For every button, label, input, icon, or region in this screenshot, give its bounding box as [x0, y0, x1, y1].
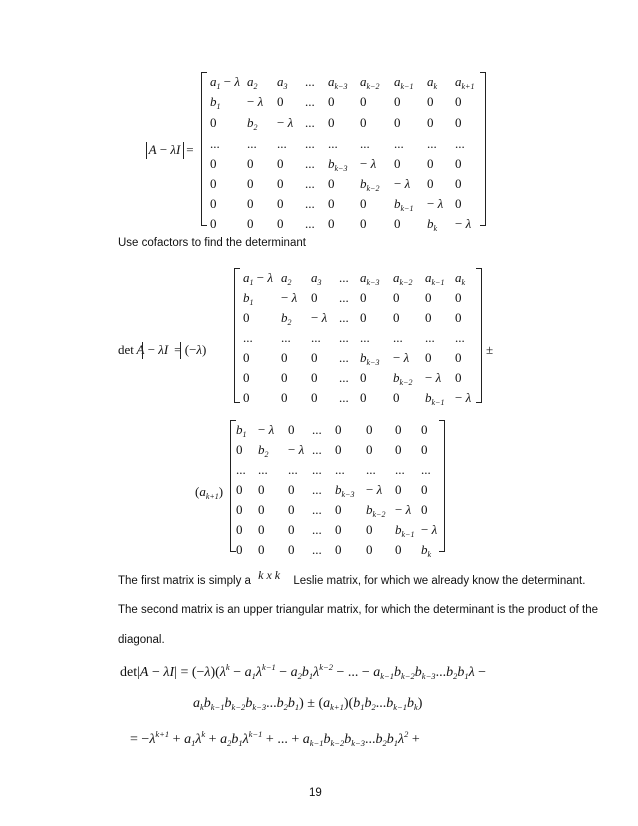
eq1-matrix-cell: ...: [210, 136, 220, 151]
eq3-matrix-cell: 0: [395, 482, 402, 497]
diagonal-text: diagonal.: [118, 634, 165, 646]
eq1-matrix-cell: ...: [305, 74, 315, 89]
eq3-matrix-cell: $b_2$: [258, 442, 269, 459]
eq1-matrix-cell: 0: [360, 196, 367, 211]
eq2-matrix-cell: ...: [339, 310, 349, 325]
eq1-matrix-cell: 0: [455, 94, 462, 109]
eq3-matrix-cell: $b_{k-1}$: [395, 522, 415, 539]
eq1-matrix-cell: $a_{k+1}$: [455, 74, 475, 91]
eq2-matrix-cell: ...: [455, 330, 465, 345]
eq2-matrix-cell: − λ: [393, 350, 410, 365]
eq1-matrix-cell: 0: [277, 196, 284, 211]
eq1-matrix-cell: 0: [277, 94, 284, 109]
eq3-matrix-cell: 0: [335, 442, 342, 457]
first-matrix-text-after: Leslie matrix, for which we already know the determinant.: [293, 575, 586, 587]
eq1-matrix-cell: − λ: [394, 176, 411, 191]
eq3-matrix-cell: $b_k$: [421, 542, 432, 559]
eq1-matrix-cell: − λ: [455, 216, 472, 231]
eq3-matrix-cell: 0: [395, 422, 402, 437]
eq3-matrix-cell: 0: [236, 522, 243, 537]
eq3-matrix-cell: 0: [258, 482, 265, 497]
eq1-matrix-cell: ...: [394, 136, 404, 151]
eq1-matrix-cell: 0: [247, 176, 254, 191]
eq2-plus-minus: ±: [486, 342, 494, 357]
eq3-matrix-cell: 0: [366, 542, 373, 557]
eq1-matrix-cell: ...: [455, 136, 465, 151]
eq1-matrix-cell: 0: [328, 94, 335, 109]
eq2-matrix-cell: − λ: [425, 370, 442, 385]
eq2-matrix-cell: $b_{k-2}$: [393, 370, 413, 387]
eq3-lhs: $(a_{k+1})$: [195, 484, 224, 501]
eq2-matrix-cell: ...: [311, 330, 321, 345]
eq2-matrix-cell: ...: [425, 330, 435, 345]
eq3-matrix-cell: 0: [236, 482, 243, 497]
eq2-matrix-cell: $a_1 - \lambda$: [243, 270, 273, 287]
eq2-matrix-cell: $b_{k-3}$: [360, 350, 380, 367]
eq3-matrix-cell: 0: [258, 542, 265, 557]
eq3-matrix-cell: 0: [258, 502, 265, 517]
eq2-matrix-cell: ...: [339, 290, 349, 305]
eq3-matrix-cell: 0: [335, 422, 342, 437]
eq1-matrix-cell: ...: [305, 115, 315, 130]
eq2-matrix-cell: ...: [339, 270, 349, 285]
eq1-matrix-cell: 0: [394, 94, 401, 109]
eq3-matrix-cell: 0: [288, 542, 295, 557]
eq3-matrix-cell: ...: [366, 462, 376, 477]
eq2-matrix-cell: ...: [243, 330, 253, 345]
eq3-matrix-cell: 0: [335, 522, 342, 537]
eq3-matrix-cell: 0: [395, 442, 402, 457]
eq2-matrix-cell: 0: [311, 350, 318, 365]
eq2-matrix-cell: 0: [425, 350, 432, 365]
eq3-matrix-cell: − λ: [258, 422, 275, 437]
eq1-matrix-cell: − λ: [360, 156, 377, 171]
eq3-matrix-cell: 0: [421, 442, 428, 457]
eq3-matrix-cell: 0: [366, 422, 373, 437]
eq1-matrix-cell: $a_{k-3}$: [328, 74, 348, 91]
eq1-matrix-cell: 0: [277, 176, 284, 191]
eq1-matrix-cell: $a_{k-2}$: [360, 74, 380, 91]
eq3-matrix-cell: ...: [288, 462, 298, 477]
eq1-matrix-cell: 0: [247, 196, 254, 211]
eq2-lhs: det A − λI = (−λ): [118, 342, 207, 357]
eq2-matrix-cell: 0: [360, 310, 367, 325]
eq1-matrix-cell: $a_3$: [277, 74, 288, 91]
eq2-matrix-cell: ...: [339, 330, 349, 345]
eq1-matrix-cell: 0: [394, 156, 401, 171]
eq1-matrix-cell: 0: [394, 216, 401, 231]
eq1-matrix-cell: 0: [360, 94, 367, 109]
eq1-matrix-cell: ...: [360, 136, 370, 151]
eq2-matrix-cell: 0: [393, 310, 400, 325]
second-matrix-text: The second matrix is an upper triangular matrix, for which the determinant is the product of the: [118, 604, 599, 616]
eq1-matrix-cell: 0: [328, 216, 335, 231]
eq2-matrix-cell: ...: [339, 350, 349, 365]
eq1-matrix-cell: ...: [305, 136, 315, 151]
eq3-matrix-cell: ...: [312, 542, 322, 557]
eq3-matrix-cell: 0: [421, 482, 428, 497]
eq1-matrix-cell: ...: [247, 136, 257, 151]
eq2-matrix-cell: − λ: [311, 310, 328, 325]
eq1-matrix-cell: $b_{k-3}$: [328, 156, 348, 173]
eq3-matrix-cell: ...: [258, 462, 268, 477]
eq3-matrix-cell: $b_1$: [236, 422, 247, 439]
eq2-matrix-cell: 0: [425, 310, 432, 325]
eq3-matrix-cell: ...: [312, 522, 322, 537]
eq1-matrix-cell: ...: [328, 136, 338, 151]
eq1-matrix-cell: 0: [328, 176, 335, 191]
eq3-matrix-cell: ...: [312, 502, 322, 517]
eq1-matrix-cell: 0: [210, 216, 217, 231]
eq3-matrix-cell: ...: [312, 442, 322, 457]
eq2-matrix-cell: 0: [243, 370, 250, 385]
eq1-matrix-cell: $b_{k-1}$: [394, 196, 414, 213]
eq2-matrix-cell: 0: [360, 290, 367, 305]
eq1-matrix-cell: $b_k$: [427, 216, 438, 233]
eq1-matrix-cell: 0: [394, 115, 401, 130]
eq2-matrix-cell: 0: [311, 290, 318, 305]
eq3-matrix-cell: 0: [236, 442, 243, 457]
eq3-matrix-cell: − λ: [421, 522, 438, 537]
eq3-matrix-cell: 0: [395, 542, 402, 557]
eq1-matrix-cell: 0: [247, 216, 254, 231]
eq1-matrix-cell: 0: [455, 156, 462, 171]
eq3-matrix-cell: 0: [288, 422, 295, 437]
eq1-matrix-cell: 0: [328, 115, 335, 130]
eq3-matrix-cell: ...: [421, 462, 431, 477]
first-matrix-text: [118, 568, 586, 588]
eq1-matrix-cell: 0: [427, 156, 434, 171]
eq1-matrix-cell: 0: [210, 196, 217, 211]
eq3-matrix-cell: 0: [335, 542, 342, 557]
eq2-matrix-cell: 0: [281, 350, 288, 365]
eq1-matrix-cell: $a_1 - \lambda$: [210, 74, 240, 91]
eq2-matrix-cell: 0: [455, 290, 462, 305]
eq1-matrix-cell: ...: [305, 216, 315, 231]
eq3-bracket-right: [439, 420, 445, 552]
eq1-matrix-cell: 0: [328, 196, 335, 211]
eq1-matrix-cell: 0: [247, 156, 254, 171]
eq2-matrix-cell: 0: [281, 390, 288, 405]
eq1-lhs: A − λI =: [148, 142, 194, 157]
eq1-matrix-cell: − λ: [427, 196, 444, 211]
eq2-matrix-cell: 0: [455, 350, 462, 365]
first-matrix-text-before: The first matrix is simply a: [118, 575, 251, 587]
eq2-matrix-cell: 0: [243, 350, 250, 365]
eq2-matrix-cell: $a_3$: [311, 270, 322, 287]
eq1-matrix-cell: ...: [305, 94, 315, 109]
eq1-matrix-cell: − λ: [277, 115, 294, 130]
eq1-matrix-cell: 0: [210, 156, 217, 171]
eq2-matrix-cell: $b_2$: [281, 310, 292, 327]
eq3-matrix-cell: $b_{k-2}$: [366, 502, 386, 519]
final-eq-line-1: $\det|A - \lambda I| = (-\lambda)(\lambda^k - a_1\lambda^{k-1} - a_2b_1\lambda^{k-2}$ − ... − $a_{k-1}b_{k-2}b_{k-3}...b_2b_1\lambda$ −: [120, 662, 487, 681]
eq1-matrix-cell: 0: [427, 94, 434, 109]
eq3-matrix-cell: 0: [366, 442, 373, 457]
eq3-matrix-cell: 0: [421, 502, 428, 517]
eq2-matrix-cell: 0: [243, 390, 250, 405]
eq2-matrix-cell: ...: [393, 330, 403, 345]
eq3-matrix-cell: 0: [236, 502, 243, 517]
eq3-matrix-cell: 0: [288, 522, 295, 537]
eq2-matrix-cell: 0: [393, 390, 400, 405]
eq1-matrix-cell: 0: [210, 176, 217, 191]
eq1-matrix-cell: 0: [427, 115, 434, 130]
eq3-matrix-cell: 0: [335, 502, 342, 517]
eq2-matrix-cell: $a_k$: [455, 270, 466, 287]
eq2-matrix-cell: ...: [339, 370, 349, 385]
eq1-matrix-cell: $b_1$: [210, 94, 221, 111]
eq1-matrix-cell: 0: [360, 115, 367, 130]
eq2-matrix-cell: $b_1$: [243, 290, 254, 307]
first-matrix-text-kxk: k x k: [258, 568, 281, 582]
eq3-matrix-cell: ...: [312, 462, 322, 477]
final-eq-line-2: $a_kb_{k-1}b_{k-2}b_{k-3}...b_2b_1) \pm (a_{k+1})(b_1b_2...b_{k-1}b_k)$: [193, 696, 423, 712]
eq2-matrix-cell: 0: [455, 310, 462, 325]
eq2-matrix-cell: $a_{k-1}$: [425, 270, 445, 287]
eq3-matrix-cell: − λ: [395, 502, 412, 517]
eq1-matrix-cell: − λ: [247, 94, 264, 109]
eq1-matrix-cell: ...: [305, 196, 315, 211]
eq1-matrix-cell: 0: [277, 156, 284, 171]
eq3-matrix-cell: 0: [366, 522, 373, 537]
cofactor-text: Use cofactors to find the determinant: [118, 237, 306, 249]
eq3-matrix-cell: $b_{k-3}$: [335, 482, 355, 499]
eq3-matrix-cell: ...: [395, 462, 405, 477]
eq1-matrix-cell: 0: [427, 176, 434, 191]
eq1-matrix-cell: 0: [277, 216, 284, 231]
eq2-matrix-cell: $a_{k-2}$: [393, 270, 413, 287]
eq1-matrix-cell: 0: [455, 196, 462, 211]
eq1-matrix-cell: $a_k$: [427, 74, 438, 91]
eq3-matrix-cell: 0: [236, 542, 243, 557]
eq3-matrix-cell: ...: [236, 462, 246, 477]
eq1-matrix-cell: $b_2$: [247, 115, 258, 132]
eq2-matrix-cell: ...: [339, 390, 349, 405]
eq3-matrix-cell: ...: [312, 482, 322, 497]
eq2-matrix-cell: $a_{k-3}$: [360, 270, 380, 287]
eq2-matrix-cell: − λ: [281, 290, 298, 305]
eq2-matrix-cell: $a_2$: [281, 270, 292, 287]
eq1-matrix-cell: ...: [305, 156, 315, 171]
eq2-matrix-cell: 0: [243, 310, 250, 325]
eq2-matrix-cell: 0: [393, 290, 400, 305]
eq2-matrix-cell: − λ: [455, 390, 472, 405]
eq2-matrix-cell: $b_{k-1}$: [425, 390, 445, 407]
eq3-matrix-cell: 0: [288, 482, 295, 497]
eq1-matrix-cell: ...: [427, 136, 437, 151]
eq3-matrix-cell: ...: [312, 422, 322, 437]
eq2-matrix-cell: 0: [281, 370, 288, 385]
eq2-matrix-cell: 0: [360, 390, 367, 405]
page-number: 19: [309, 787, 322, 799]
eq1-matrix-cell: 0: [455, 176, 462, 191]
eq3-matrix-cell: − λ: [366, 482, 383, 497]
final-eq-line-3: = $-\lambda^{k+1} + a_1\lambda^k + a_2b_1\lambda^{k-1}$ + ... + $a_{k-1}b_{k-2}b_{k-3}...b_2b_1\lambda^2$ +: [130, 729, 420, 748]
eq1-matrix-cell: 0: [210, 115, 217, 130]
eq2-matrix-cell: ...: [360, 330, 370, 345]
eq2-matrix-cell: ...: [281, 330, 291, 345]
eq1-matrix-cell: ...: [305, 176, 315, 191]
eq1-matrix-cell: ...: [277, 136, 287, 151]
eq1-matrix-cell: $a_2$: [247, 74, 258, 91]
eq2-matrix-cell: 0: [311, 370, 318, 385]
eq1-matrix-cell: $b_{k-2}$: [360, 176, 380, 193]
eq2-matrix-cell: 0: [425, 290, 432, 305]
eq3-matrix-cell: 0: [288, 502, 295, 517]
eq3-matrix-cell: − λ: [288, 442, 305, 457]
eq1-matrix-cell: 0: [455, 115, 462, 130]
eq3-matrix-cell: 0: [421, 422, 428, 437]
eq3-matrix-cell: 0: [258, 522, 265, 537]
eq2-matrix-cell: 0: [360, 370, 367, 385]
eq3-matrix-cell: ...: [335, 462, 345, 477]
eq1-matrix-cell: $a_{k-1}$: [394, 74, 414, 91]
eq1-matrix-cell: 0: [360, 216, 367, 231]
eq2-matrix-cell: 0: [311, 390, 318, 405]
eq2-matrix-cell: 0: [455, 370, 462, 385]
